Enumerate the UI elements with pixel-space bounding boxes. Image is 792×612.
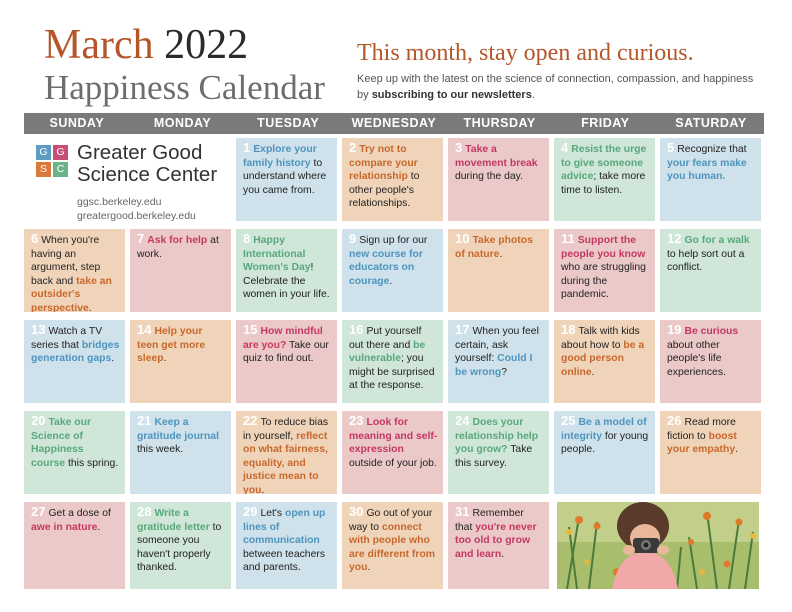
day-cell: 15 How mindful are you? Take our quiz to find out.	[236, 320, 337, 403]
day-cell: 18 Talk with kids about how to be a good person online.	[554, 320, 655, 403]
day-cell: 3 Take a movement break during the day.	[448, 138, 549, 221]
day-cell: 31 Remember that you're never too old to grow and learn.	[448, 502, 549, 589]
day-cell: 8 Happy International Women's Day! Celebrate the women in your life.	[236, 229, 337, 312]
weekday-wednesday: WEDNESDAY	[351, 116, 437, 130]
weekday-saturday: SATURDAY	[675, 116, 747, 130]
day-cell: 21 Keep a gratitude journal this week.	[130, 411, 231, 494]
day-cell: 28 Write a gratitude letter to someone you haven't properly thanked.	[130, 502, 231, 589]
nature-illustration	[557, 502, 759, 589]
org-link-1[interactable]: ggsc.berkeley.edu	[77, 196, 162, 208]
ggsc-logo: G G S C	[36, 145, 68, 177]
weekday-thursday: THURSDAY	[463, 116, 536, 130]
day-cell: 16 Put yourself out there and be vulnerable; you might be surprised at the response.	[342, 320, 443, 403]
day-cell: 20 Take our Science of Happiness course this spring.	[24, 411, 125, 494]
day-cell: 19 Be curious about other people's life experiences.	[660, 320, 761, 403]
weekday-header	[24, 113, 764, 134]
day-cell: 26 Read more fiction to boost your empathy.	[660, 411, 761, 494]
weekday-tuesday: TUESDAY	[257, 116, 320, 130]
day-cell: 4 Resist the urge to give someone advice; take more time to listen.	[554, 138, 655, 221]
day-cell: 9 Sign up for our new course for educators on courage.	[342, 229, 443, 312]
newsletter-blurb: Keep up with the latest on the science of connection, compassion, and happiness by subscribing to our newsletters.	[357, 73, 754, 101]
day-cell: 11 Support the people you know who are struggling during the pandemic.	[554, 229, 655, 312]
day-cell: 27 Get a dose of awe in nature.	[24, 502, 125, 589]
day-cell: 7 Ask for help at work.	[130, 229, 231, 312]
day-cell: 29 Let's open up lines of communication between teachers and parents.	[236, 502, 337, 589]
title-year: 2022	[164, 22, 249, 68]
day-cell: 5 Recognize that your fears make you human.	[660, 138, 761, 221]
tagline: This month, stay open and curious.	[357, 40, 694, 66]
weekday-friday: FRIDAY	[581, 116, 630, 130]
day-cell: 22 To reduce bias in yourself, reflect on what fairness, equality, and justice mean to you.	[236, 411, 337, 494]
day-cell: 14 Help your teen get more sleep.	[130, 320, 231, 403]
day-cell: 6 When you're having an argument, step back and take an outsider's perspective.	[24, 229, 125, 312]
illustration-image	[557, 502, 759, 589]
page-title	[44, 22, 248, 68]
org-link-2[interactable]: greatergood.berkeley.edu	[77, 210, 196, 222]
weekday-monday: MONDAY	[153, 116, 212, 130]
day-cell: 10 Take photos of nature.	[448, 229, 549, 312]
newsletter-link[interactable]: subscribing to our newsletters	[371, 89, 532, 101]
day-cell: 13 Watch a TV series that bridges generation gaps.	[24, 320, 125, 403]
day-cell: 17 When you feel certain, ask yourself: Could I be wrong?	[448, 320, 549, 403]
day-cell: 24 Does your relationship help you grow? Take this survey.	[448, 411, 549, 494]
page-subtitle: Happiness Calendar	[44, 68, 325, 107]
day-cell: 2 Try not to compare your relationship to other people's relationships.	[342, 138, 443, 221]
day-cell: 1 Explore your family history to understand where you came from.	[236, 138, 337, 221]
day-cell: 25 Be a model of integrity for young people.	[554, 411, 655, 494]
org-links	[77, 195, 196, 223]
org-name: Greater Good Science Center	[77, 141, 218, 186]
day-cell: 30 Go out of your way to connect with people who are different from you.	[342, 502, 443, 589]
day-cell: 23 Look for meaning and self-expression outside of your job.	[342, 411, 443, 494]
title-month: March	[44, 22, 154, 68]
day-cell: 12 Go for a walk to help sort out a conflict.	[660, 229, 761, 312]
weekday-sunday: SUNDAY	[49, 116, 105, 130]
